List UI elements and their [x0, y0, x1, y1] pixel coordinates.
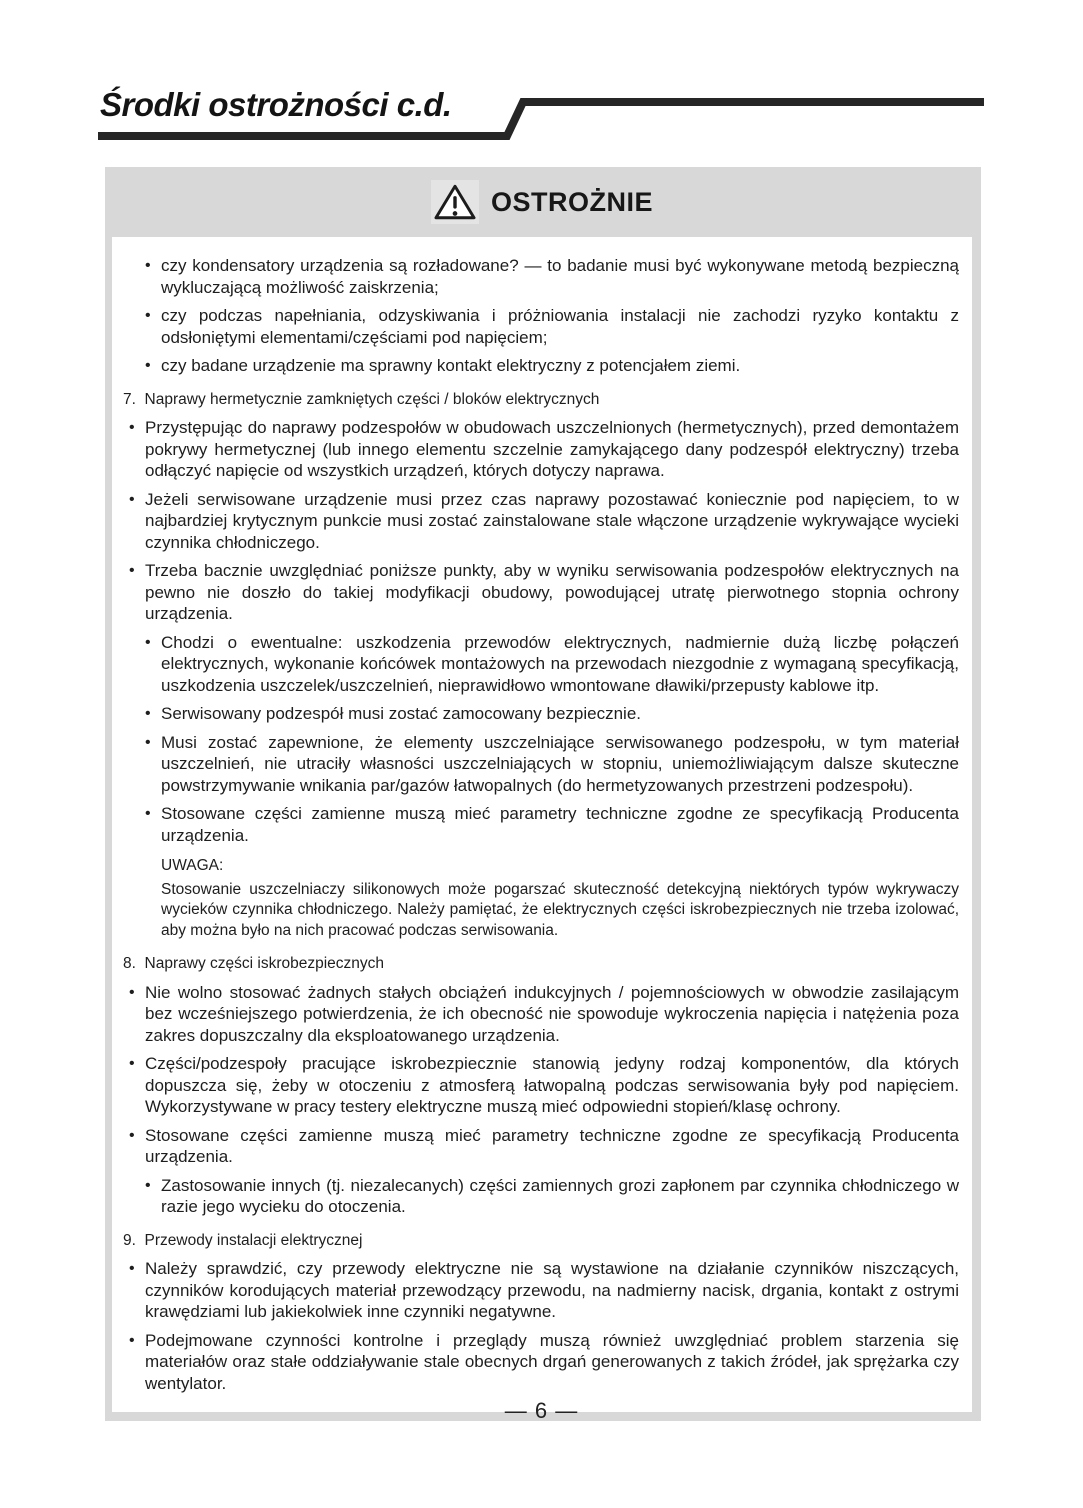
page-header — [0, 0, 1083, 168]
list-item-text: czy badane urządzenie ma sprawny kontakt elektryczny z potencjałem ziemi. — [161, 356, 741, 375]
list-item — [122, 1175, 959, 1218]
list-item — [122, 1125, 959, 1168]
list-item-text: Zastosowanie innych (tj. niezalecanych) części zamiennych grozi zapłonem par czynnika chłodniczego w razie jego wycieku do otoczenia. — [161, 1175, 959, 1216]
list-item-text: Stosowane części zamienne muszą mieć parametry techniczne zgodne ze specyfikacją Producenta urządzenia. — [161, 804, 959, 845]
bullet-marker: • — [129, 1331, 135, 1349]
list-item-text: czy podczas napełniania, odzyskiwania i próżniowania instalacji nie zachodzi ryzyko kontaktu z odsłoniętymi elementami/częściami pod napięciem; — [161, 306, 959, 347]
list-item — [122, 355, 959, 377]
list-item-text: Serwisowany podzespół musi zostać zamocowany bezpiecznie. — [161, 704, 642, 723]
list-item-text: czy kondensatory urządzenia są rozładowane? — to badanie musi być wykonywane metodą bezpieczną wykluczającą możliwość zaiskrzenia; — [161, 256, 959, 297]
list-item-text: Musi zostać zapewnione, że elementy uszczelniające serwisowanego podzespołu, w tym materiał uszczelnień, nie utraciły własności uszczelniających w stopniu, uniemożliwiającym dalsze skuteczne powstrzymywanie wnikania par/gazów łatwopalnych (do hermetyzowanych przestrzeni podzespołu). — [161, 732, 959, 795]
caution-title-row — [112, 167, 972, 237]
list-item — [122, 1330, 959, 1395]
list-item — [122, 703, 959, 725]
bullet-marker: • — [145, 633, 151, 651]
bullet-marker: • — [129, 419, 135, 436]
list-item — [122, 417, 959, 482]
list-item-text: Podejmowane czynności kontrolne i przeglądy muszą również uwzględniać problem starzenia się materiałów oraz stałe oddziaływanie stale obecnych drgań generowanych z takich źródeł, jak sprężarka czy wentylator. — [145, 1330, 959, 1393]
list-item-text: Chodzi o ewentualne: uszkodzenia przewodów elektrycznych, nadmiernie dużą liczbę połączeń elektrycznych, wykonanie końcówek montażowych na przewodach niezgodnie z wymaganą specyfikacją, uszkodzenia uszczelek/uszczelnień, nieprawidłowo wmontowane dławiki/przepusty kablowe itp. — [161, 632, 959, 695]
list-item-text: Trzeba bacznie uwzględniać poniższe punkty, aby w wyniku serwisowania podzespołów elektrycznych na pewno nie doszło do takiej modyfikacji obudowy, powodującej utratę pierwotnego stopnia ochrony urządzenia. — [145, 561, 959, 623]
list-item — [122, 982, 959, 1047]
page-title: Środki ostrożności c.d. — [100, 86, 452, 123]
list-item-text: Stosowane części zamienne muszą mieć parametry techniczne zgodne ze specyfikacją Producenta urządzenia. — [145, 1125, 959, 1166]
numbered-heading: 7. Naprawy hermetycznie zamkniętych części / bloków elektrycznych — [123, 390, 600, 408]
list-item — [122, 1258, 959, 1323]
bullet-marker: • — [145, 805, 151, 822]
warning-triangle-icon — [431, 180, 479, 224]
list-item — [122, 305, 959, 348]
list-item — [122, 489, 959, 554]
list-item — [122, 255, 959, 298]
bullet-marker: • — [129, 1260, 135, 1277]
list-item — [122, 732, 959, 797]
numbered-heading: 8. Naprawy części iskrobezpiecznych — [123, 955, 385, 972]
list-item-text: Należy sprawdzić, czy przewody elektryczne nie są wystawione na działanie czynników niszczących, czynników korodujących materiał przewodzący przewodu, na nadmierny nacisk, drgania, kontakt z ostrymi krawędziami lub jakiekolwiek inne czynniki negatywne. — [145, 1259, 959, 1321]
bullet-marker: • — [145, 257, 151, 274]
list-item — [122, 803, 959, 846]
note-label: UWAGA: — [161, 857, 224, 874]
list-item-text: Jeżeli serwisowane urządzenie musi przez czas naprawy pozostawać koniecznie pod napięciem, to w najbardziej krytycznym punkcie musi zostać zainstalowane stale włączone urządzenie wykrywające wycieki czynnika chłodniczego. — [145, 489, 959, 552]
note-text: Stosowanie uszczelniaczy silikonowych może pogarszać skuteczność detekcyjną niektórych typów wykrywaczy wycieków czynnika chłodniczego. Należy pamiętać, że elektrycznych części iskrobezpiecznych nie trzeba izolować, aby można było na nich pracować podczas serwisowania. — [161, 880, 959, 939]
bullet-marker: • — [145, 1176, 151, 1194]
list-item-text: Przystępując do naprawy podzespołów w obudowach uszczelnionych (hermetycznych), przed demontażem pokrywy hermetycznej (lub innego elementu szczelnie zamykającego dany podzespół elektryczny) trzeba odłączyć napięcie od wszystkich urządzeń, których dotyczy naprawa. — [145, 418, 959, 480]
page-number: — 6 — — [504, 1398, 579, 1423]
caution-title: OSTROŻNIE — [490, 186, 653, 217]
bullet-marker: • — [129, 490, 135, 508]
bullet-marker: • — [145, 357, 151, 374]
list-item — [122, 632, 959, 697]
list-item — [122, 560, 959, 625]
list-item-text: Części/podzespoły pracujące iskrobezpiecznie stanowią jedyny rodzaj komponentów, dla których dopuszcza się, żeby w otoczeniu z atmosferą łatwopalną podczas serwisowania były pod napięciem. Wykorzystywane w pracy testery elektryczne muszą mieć odpowiedni stopień/klasę ochrony. — [145, 1054, 959, 1116]
bullet-marker: • — [129, 983, 135, 1001]
bullet-marker: • — [129, 1055, 135, 1072]
caution-box — [105, 167, 981, 1421]
header-rule — [98, 94, 986, 144]
bullet-marker: • — [145, 705, 151, 722]
numbered-heading: 9. Przewody instalacji elektrycznej — [123, 1231, 363, 1249]
caution-content — [112, 237, 972, 1412]
bullet-marker: • — [129, 562, 135, 579]
bullet-marker: • — [145, 307, 151, 324]
page-footer — [0, 1398, 1083, 1424]
list-item — [122, 1053, 959, 1118]
bullet-marker: • — [129, 1126, 135, 1144]
list-item-text: Nie wolno stosować żadnych stałych obciążeń indukcyjnych / pojemnościowych w obwodzie zasilającym bez wcześniejszego potwierdzenia, że ich obecność nie spowoduje wykroczenia napięcia i natężenia poza zakres dopuszczalny dla eksploatowanego urządzenia. — [145, 982, 959, 1045]
bullet-marker: • — [145, 733, 151, 751]
